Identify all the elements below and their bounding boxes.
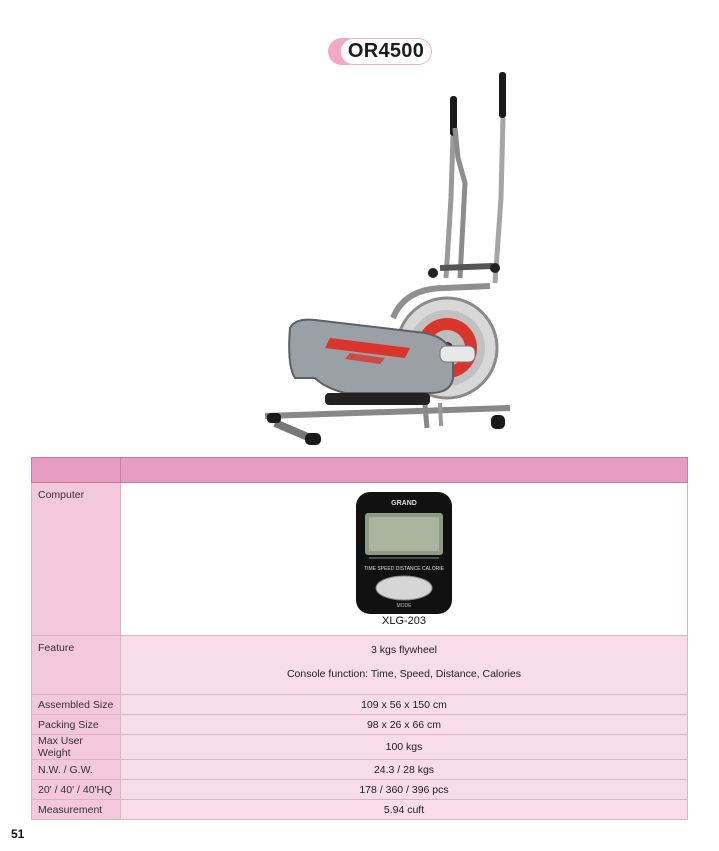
console-model: XLG-203 <box>381 615 427 627</box>
table-header-label <box>32 458 121 483</box>
spec-label: Packing Size <box>32 715 121 735</box>
spec-label: Max User Weight <box>32 735 121 760</box>
page-number: 51 <box>11 827 25 841</box>
spec-row <box>32 735 688 760</box>
feature-line: 3 kgs flywheel <box>371 644 437 656</box>
spec-row <box>32 800 688 820</box>
feature-line: Console function: Time, Speed, Distance, Calories <box>286 668 522 680</box>
feature-label: Feature <box>32 636 121 695</box>
spec-value: 98 x 26 x 66 cm <box>121 715 688 735</box>
spec-label: Measurement <box>32 800 121 820</box>
spec-value: 109 x 56 x 150 cm <box>121 695 688 715</box>
table-header-row <box>32 458 688 483</box>
spec-value: 24.3 / 28 kgs <box>121 760 688 780</box>
model-title: OR4500 <box>340 38 432 65</box>
spec-value: 100 kgs <box>121 735 688 760</box>
spec-row <box>32 780 688 800</box>
spec-table <box>31 457 688 820</box>
spec-row <box>32 695 688 715</box>
elliptical-trainer-image <box>255 48 515 448</box>
spec-row <box>32 715 688 735</box>
spec-row <box>32 760 688 780</box>
console-mode-label: MODE <box>396 603 412 609</box>
spec-label: N.W. / G.W. <box>32 760 121 780</box>
spec-value: 178 / 360 / 396 pcs <box>121 780 688 800</box>
computer-cell <box>121 483 688 636</box>
computer-row <box>32 483 688 636</box>
feature-value <box>121 636 688 695</box>
console-brand: GRAND <box>391 500 417 507</box>
table-header-value <box>121 458 688 483</box>
computer-label: Computer <box>32 483 121 636</box>
spec-value: 5.94 cuft <box>121 800 688 820</box>
feature-row <box>32 636 688 695</box>
console-function-labels: TIME SPEED DISTANCE CALORIE <box>364 566 444 572</box>
spec-label: Assembled Size <box>32 695 121 715</box>
console-image <box>355 491 453 615</box>
spec-label: 20' / 40' / 40'HQ <box>32 780 121 800</box>
